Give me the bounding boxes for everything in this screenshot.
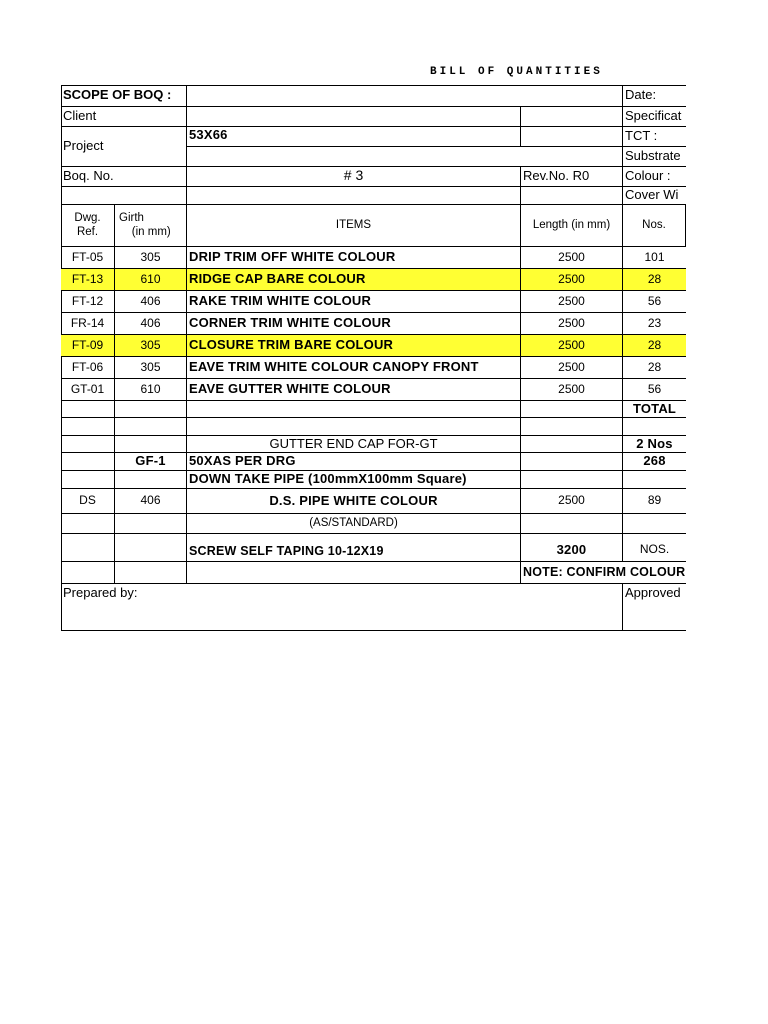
boq-label: Boq. No. [61,167,187,187]
col-nos-header: Nos. [623,205,686,247]
downtake-cell [623,471,686,489]
row-item: CORNER TRIM WHITE COLOUR [187,313,521,335]
gutter-cap-cell [115,436,187,453]
row-length: 2500 [521,357,623,379]
note-row-cell [115,562,187,584]
row-dwg-ref: FT-09 [61,335,115,357]
note-confirm-colour: NOTE: CONFIRM COLOUR [521,562,686,584]
colour-label: Colour : [623,167,686,187]
blank-cell [187,418,521,436]
col-items-header: ITEMS [187,205,521,247]
client-label: Client [61,107,187,127]
gutter-cap-cell [521,436,623,453]
scope-value [187,85,623,107]
ds-nos: 89 [623,489,686,514]
blank-cell [61,418,115,436]
total-row-cell [61,401,115,418]
total-row-cell [521,401,623,418]
row-girth: 406 [115,313,187,335]
row-nos: 56 [623,291,686,313]
col-dwg-header: Dwg. Ref. [61,205,115,247]
screw-length: 3200 [521,534,623,562]
gutter-end-cap-item: GUTTER END CAP FOR-GT [187,436,521,453]
row-dwg-ref: FR-14 [61,313,115,335]
boq-value: # 3 [187,167,521,187]
row-length: 2500 [521,379,623,401]
project-extra [521,127,623,147]
row-dwg-ref: FT-12 [61,291,115,313]
row-item: RAKE TRIM WHITE COLOUR [187,291,521,313]
rev-label: Rev.No. R0 [521,167,623,187]
row-nos: 23 [623,313,686,335]
row-length: 2500 [521,291,623,313]
blank-cell [521,418,623,436]
total-row-cell [187,401,521,418]
row-nos: 101 [623,247,686,269]
row-nos: 28 [623,335,686,357]
project-label: Project [61,127,187,167]
note-row-cell [61,562,115,584]
row-item: EAVE TRIM WHITE COLOUR CANOPY FRONT [187,357,521,379]
spec-label: Specificat [623,107,686,127]
screw-item: SCREW SELF TAPING 10-12X19 [187,534,521,562]
ds-length: 2500 [521,489,623,514]
tct-label: TCT : [623,127,686,147]
row-girth: 610 [115,269,187,291]
downtake-item: DOWN TAKE PIPE (100mmX100mm Square) [187,471,521,489]
total-row-cell [115,401,187,418]
screw-cell [115,534,187,562]
row-dwg-ref: FT-13 [61,269,115,291]
screw-cell [61,534,115,562]
page-title: BILL OF QUANTITIES [430,66,603,78]
downtake-cell [115,471,187,489]
gf-item: 50XAS PER DRG [187,453,521,471]
row-dwg-ref: FT-05 [61,247,115,269]
row-girth: 305 [115,357,187,379]
note-row-cell [187,562,521,584]
prepared-by-label: Prepared by: [61,584,623,631]
approved-label: Approved [623,584,686,631]
blank-row-c [521,187,623,205]
row-dwg-ref: FT-06 [61,357,115,379]
cover-label: Cover Wi [623,187,686,205]
row-item: EAVE GUTTER WHITE COLOUR [187,379,521,401]
row-length: 2500 [521,269,623,291]
total-label: TOTAL [623,401,686,418]
as-standard-cell [623,514,686,534]
as-standard: (AS/STANDARD) [187,514,521,534]
col-length-header: Length (in mm) [521,205,623,247]
downtake-cell [521,471,623,489]
screw-nos: NOS. [623,534,686,562]
as-standard-cell [521,514,623,534]
row-girth: 305 [115,247,187,269]
gf-row-cell [521,453,623,471]
row-nos: 28 [623,357,686,379]
client-extra [521,107,623,127]
blank-row-a [61,187,187,205]
row-dwg-ref: GT-01 [61,379,115,401]
gf-nos: 268 [623,453,686,471]
blank-cell [115,418,187,436]
gutter-cap-cell [61,436,115,453]
client-value [187,107,521,127]
boq-sheet [61,85,686,631]
ds-girth: 406 [115,489,187,514]
row-girth: 610 [115,379,187,401]
downtake-cell [61,471,115,489]
row-girth: 406 [115,291,187,313]
date-label: Date: [623,85,686,107]
row-length: 2500 [521,247,623,269]
ds-dwg: DS [61,489,115,514]
row-girth: 305 [115,335,187,357]
row-nos: 28 [623,269,686,291]
col-girth-header: Girth (in mm) [115,205,187,247]
row-item: RIDGE CAP BARE COLOUR [187,269,521,291]
scope-label: SCOPE OF BOQ : [61,85,187,107]
gf-girth: GF-1 [115,453,187,471]
as-standard-cell [61,514,115,534]
row-length: 2500 [521,335,623,357]
row-item: CLOSURE TRIM BARE COLOUR [187,335,521,357]
gutter-end-cap-nos: 2 Nos [623,436,686,453]
as-standard-cell [115,514,187,534]
gf-row-cell [61,453,115,471]
blank-cell [623,418,686,436]
project-line2 [187,147,623,167]
ds-item: D.S. PIPE WHITE COLOUR [187,489,521,514]
row-item: DRIP TRIM OFF WHITE COLOUR [187,247,521,269]
row-nos: 56 [623,379,686,401]
blank-row-b [187,187,521,205]
substrate-label: Substrate [623,147,686,167]
project-value: 53X66 [187,127,521,147]
row-length: 2500 [521,313,623,335]
